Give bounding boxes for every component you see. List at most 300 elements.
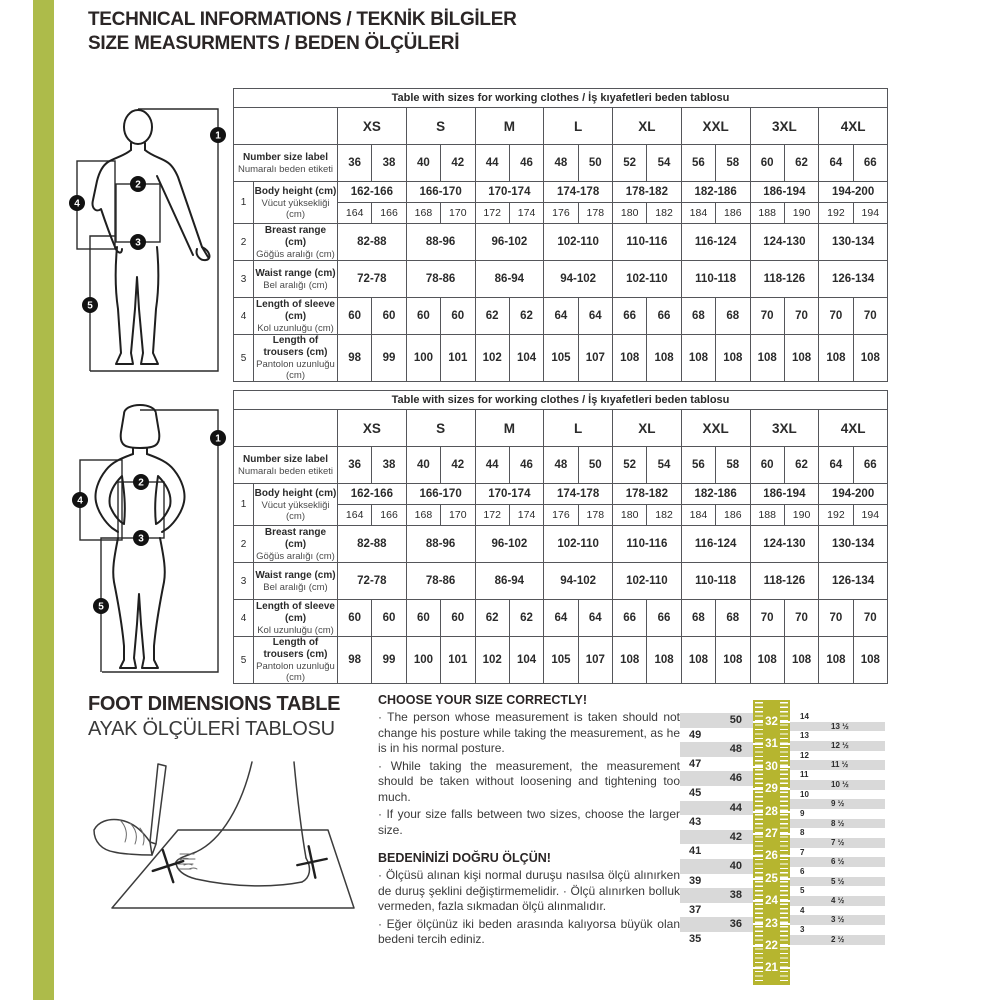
height-value: 168 <box>406 203 440 224</box>
measure-value: 60 <box>338 298 372 335</box>
range-value: 86-94 <box>475 563 544 600</box>
svg-text:5: 5 <box>98 601 104 613</box>
instructions-heading-en: CHOOSE YOUR SIZE CORRECTLY! <box>378 693 588 707</box>
instruction-bullet: · The person whose measurement is taken should not change his posture while taking the measurement, as he is in his normal posture. <box>378 710 680 755</box>
height-value: 192 <box>819 505 853 526</box>
range-value: 162-166 <box>338 182 407 203</box>
row-number: 1 <box>234 484 254 526</box>
number-size-value: 54 <box>647 447 681 484</box>
range-value: 174-178 <box>544 182 613 203</box>
uk-us-size-row: 8 <box>800 828 805 838</box>
male-figure-diagram <box>60 97 238 385</box>
instructions-bullets-tr <box>378 868 680 948</box>
svg-text:2: 2 <box>135 179 141 191</box>
height-value: 166 <box>372 505 406 526</box>
instruction-bullet: · Eğer ölçünüz iki beden arasında kalıyorsa büyük olan bedeni tercih ediniz. <box>378 916 680 946</box>
measure-value: 108 <box>647 335 681 382</box>
range-value: 110-118 <box>681 563 750 600</box>
height-value: 170 <box>441 505 475 526</box>
eu-size-row: 38 <box>680 888 753 903</box>
title-line-2: SIZE MEASURMENTS / BEDEN ÖLÇÜLERİ <box>88 33 460 54</box>
measure-value: 108 <box>819 335 853 382</box>
measure-value: 108 <box>784 637 818 684</box>
size-column-header: L <box>544 108 613 145</box>
range-value: 126-134 <box>819 261 888 298</box>
ruler-cm-mark <box>753 737 790 751</box>
uk-us-size-row: 4 <box>800 905 805 915</box>
number-size-value: 52 <box>613 447 647 484</box>
female-figure-diagram <box>60 398 238 686</box>
row-label: Length of trousers (cm) Pantolon uzunluğu (cm) <box>254 335 338 382</box>
measure-value: 60 <box>441 298 475 335</box>
size-table <box>233 88 888 382</box>
number-size-value: 40 <box>406 145 440 182</box>
measure-value: 66 <box>647 600 681 637</box>
eu-size-row: 44 <box>680 801 753 816</box>
number-size-value: 66 <box>853 447 887 484</box>
measure-value: 105 <box>544 335 578 382</box>
number-size-label: Number size label Numaralı beden etiketi <box>234 145 338 182</box>
height-value: 186 <box>716 505 750 526</box>
measure-value: 100 <box>406 335 440 382</box>
marker-trousers <box>82 297 98 313</box>
size-column-header: S <box>406 410 475 447</box>
height-value: 164 <box>338 203 372 224</box>
svg-text:2: 2 <box>138 477 144 489</box>
cm-value: 31 <box>763 737 780 751</box>
uk-us-size-row: 10 ½ <box>790 780 885 790</box>
size-column-header: XS <box>338 108 407 145</box>
height-value: 174 <box>509 505 543 526</box>
cm-value: 22 <box>763 939 780 953</box>
measure-value: 108 <box>750 637 784 684</box>
size-column-header: S <box>406 108 475 145</box>
measure-value: 62 <box>475 600 509 637</box>
svg-text:4: 4 <box>77 495 83 507</box>
foot-section-title <box>88 692 340 742</box>
number-size-value: 46 <box>509 145 543 182</box>
measure-value: 68 <box>681 600 715 637</box>
measure-value: 108 <box>750 335 784 382</box>
height-value: 184 <box>681 203 715 224</box>
range-value: 166-170 <box>406 182 475 203</box>
measure-value: 62 <box>509 298 543 335</box>
ruler-cm-mark <box>753 805 790 819</box>
range-value: 96-102 <box>475 526 544 563</box>
range-value: 88-96 <box>406 224 475 261</box>
height-value: 178 <box>578 203 612 224</box>
measure-value: 99 <box>372 637 406 684</box>
height-value: 190 <box>784 203 818 224</box>
uk-us-size-row: 13 ½ <box>790 722 885 732</box>
number-size-value: 50 <box>578 447 612 484</box>
measure-value: 104 <box>509 637 543 684</box>
row-number: 3 <box>234 261 254 298</box>
range-value: 166-170 <box>406 484 475 505</box>
svg-text:3: 3 <box>135 237 141 249</box>
instruction-bullet: · If your size falls between two sizes, choose the larger size. <box>378 807 680 837</box>
measure-value: 66 <box>647 298 681 335</box>
range-value: 170-174 <box>475 182 544 203</box>
height-value: 174 <box>509 203 543 224</box>
height-value: 188 <box>750 505 784 526</box>
range-value: 126-134 <box>819 563 888 600</box>
measure-value: 107 <box>578 335 612 382</box>
row-number: 4 <box>234 600 254 637</box>
range-value: 88-96 <box>406 526 475 563</box>
measure-value: 70 <box>750 600 784 637</box>
eu-size-row: 45 <box>689 786 702 799</box>
number-size-value: 52 <box>613 145 647 182</box>
measure-value: 60 <box>372 298 406 335</box>
height-value: 182 <box>647 203 681 224</box>
uk-us-size-row: 13 <box>800 731 809 741</box>
eu-size-row: 48 <box>680 742 753 757</box>
uk-us-size-row: 6 <box>800 867 805 876</box>
number-size-label: Number size label Numaralı beden etiketi <box>234 447 338 484</box>
number-size-value: 38 <box>372 447 406 484</box>
number-size-value: 40 <box>406 447 440 484</box>
size-column-header: M <box>475 108 544 145</box>
height-value: 186 <box>716 203 750 224</box>
measure-value: 68 <box>716 600 750 637</box>
measure-value: 101 <box>441 335 475 382</box>
size-column-header: XL <box>613 108 682 145</box>
cm-value: 26 <box>763 849 780 863</box>
row-number: 5 <box>234 335 254 382</box>
height-value: 188 <box>750 203 784 224</box>
range-value: 186-194 <box>750 484 819 505</box>
measure-value: 60 <box>406 298 440 335</box>
measure-value: 108 <box>784 335 818 382</box>
size-table-women <box>233 390 889 684</box>
ruler-cm-mark <box>753 760 790 774</box>
uk-us-size-row: 3 ½ <box>790 915 885 925</box>
eu-size-row: 49 <box>689 728 702 741</box>
range-value: 194-200 <box>819 484 888 505</box>
range-value: 72-78 <box>338 563 407 600</box>
row-number: 2 <box>234 526 254 563</box>
measure-value: 108 <box>716 335 750 382</box>
number-size-value: 48 <box>544 447 578 484</box>
height-value: 166 <box>372 203 406 224</box>
sizing-instructions <box>378 693 680 950</box>
range-value: 116-124 <box>681 224 750 261</box>
measure-value: 107 <box>578 637 612 684</box>
uk-us-size-row: 7 ½ <box>790 838 885 848</box>
measure-value: 62 <box>509 600 543 637</box>
number-size-value: 44 <box>475 447 509 484</box>
range-value: 116-124 <box>681 526 750 563</box>
uk-us-size-row: 12 ½ <box>790 741 885 751</box>
measure-value: 108 <box>647 637 681 684</box>
marker-sleeve <box>69 195 85 211</box>
eu-size-column <box>680 713 753 947</box>
marker-breast <box>130 176 146 192</box>
measure-value: 99 <box>372 335 406 382</box>
cm-value: 24 <box>763 894 780 908</box>
size-column-header: 4XL <box>819 108 888 145</box>
number-size-value: 56 <box>681 447 715 484</box>
measure-value: 98 <box>338 637 372 684</box>
height-value: 180 <box>613 505 647 526</box>
size-column-header: XXL <box>681 410 750 447</box>
uk-us-size-row: 12 <box>800 750 809 760</box>
size-column-header: XL <box>613 410 682 447</box>
row-number: 3 <box>234 563 254 600</box>
svg-text:3: 3 <box>138 533 144 545</box>
range-value: 178-182 <box>613 182 682 203</box>
marker-waist <box>130 234 146 250</box>
row-label: Body height (cm) Vücut yüksekliği (cm) <box>254 484 338 526</box>
range-value: 78-86 <box>406 563 475 600</box>
eu-size-row: 50 <box>680 713 753 728</box>
foot-size-chart <box>680 700 885 988</box>
svg-text:4: 4 <box>74 198 80 210</box>
range-value: 110-116 <box>613 526 682 563</box>
row-label: Waist range (cm) Bel aralığı (cm) <box>254 563 338 600</box>
row-label: Length of sleeve (cm) Kol uzunluğu (cm) <box>254 600 338 637</box>
size-table-men <box>233 88 889 382</box>
eu-size-row: 43 <box>689 816 702 829</box>
measure-value: 66 <box>613 298 647 335</box>
range-value: 94-102 <box>544 261 613 298</box>
range-value: 130-134 <box>819 224 888 261</box>
range-value: 72-78 <box>338 261 407 298</box>
number-size-value: 42 <box>441 447 475 484</box>
height-value: 172 <box>475 505 509 526</box>
cm-value: 30 <box>763 760 780 774</box>
corner-cell <box>234 108 338 145</box>
range-value: 178-182 <box>613 484 682 505</box>
number-size-value: 60 <box>750 145 784 182</box>
row-label: Length of sleeve (cm) Kol uzunluğu (cm) <box>254 298 338 335</box>
measure-value: 64 <box>544 298 578 335</box>
uk-us-size-row: 6 ½ <box>790 857 885 867</box>
range-value: 86-94 <box>475 261 544 298</box>
measure-value: 62 <box>475 298 509 335</box>
uk-us-size-row: 7 <box>800 847 805 857</box>
measure-value: 70 <box>853 298 887 335</box>
measure-value: 108 <box>681 335 715 382</box>
eu-size-row: 36 <box>680 917 753 932</box>
measure-value: 105 <box>544 637 578 684</box>
table-caption: Table with sizes for working clothes / İş kıyafetleri beden tablosu <box>234 391 888 410</box>
size-column-header: M <box>475 410 544 447</box>
measure-value: 102 <box>475 637 509 684</box>
eu-size-row: 46 <box>680 771 753 786</box>
height-value: 170 <box>441 203 475 224</box>
corner-cell <box>234 410 338 447</box>
range-value: 124-130 <box>750 224 819 261</box>
measure-value: 108 <box>613 637 647 684</box>
measure-value: 68 <box>681 298 715 335</box>
eu-size-row: 35 <box>689 932 702 945</box>
row-label: Length of trousers (cm) Pantolon uzunluğu (cm) <box>254 637 338 684</box>
row-label: Body height (cm) Vücut yüksekliği (cm) <box>254 182 338 224</box>
height-value: 194 <box>853 203 887 224</box>
range-value: 96-102 <box>475 224 544 261</box>
measure-value: 64 <box>578 600 612 637</box>
number-size-value: 64 <box>819 447 853 484</box>
size-column-header: 4XL <box>819 410 888 447</box>
measure-value: 60 <box>406 600 440 637</box>
measure-value: 70 <box>784 600 818 637</box>
ruler-cm-mark <box>753 961 790 975</box>
eu-size-row: 40 <box>680 859 753 874</box>
uk-us-size-row: 5 <box>800 886 805 896</box>
height-value: 190 <box>784 505 818 526</box>
eu-size-row: 39 <box>689 874 702 887</box>
measure-value: 70 <box>853 600 887 637</box>
range-value: 94-102 <box>544 563 613 600</box>
row-number: 2 <box>234 224 254 261</box>
ruler-cm-mark <box>753 715 790 729</box>
number-size-value: 58 <box>716 447 750 484</box>
uk-us-size-row: 3 <box>800 925 805 935</box>
range-value: 82-88 <box>338 224 407 261</box>
measure-value: 64 <box>578 298 612 335</box>
number-size-value: 60 <box>750 447 784 484</box>
height-value: 164 <box>338 505 372 526</box>
measure-value: 100 <box>406 637 440 684</box>
range-value: 110-116 <box>613 224 682 261</box>
eu-size-row: 37 <box>689 903 702 916</box>
range-value: 124-130 <box>750 526 819 563</box>
measure-value: 102 <box>475 335 509 382</box>
measure-value: 101 <box>441 637 475 684</box>
row-number: 5 <box>234 637 254 684</box>
measure-value: 108 <box>853 335 887 382</box>
uk-us-size-row: 5 ½ <box>790 877 885 887</box>
marker-body-height <box>210 430 226 446</box>
row-number: 1 <box>234 182 254 224</box>
measure-value: 70 <box>784 298 818 335</box>
range-value: 102-110 <box>544 526 613 563</box>
uk-us-size-row: 11 ½ <box>790 760 885 770</box>
page-title <box>88 8 517 56</box>
number-size-value: 54 <box>647 145 681 182</box>
cm-value: 21 <box>763 961 780 975</box>
uk-us-size-row: 8 ½ <box>790 819 885 829</box>
height-value: 178 <box>578 505 612 526</box>
uk-us-size-row: 9 ½ <box>790 799 885 809</box>
number-size-value: 66 <box>853 145 887 182</box>
number-size-value: 64 <box>819 145 853 182</box>
number-size-value: 62 <box>784 145 818 182</box>
cm-value: 32 <box>763 715 780 729</box>
measure-value: 68 <box>716 298 750 335</box>
number-size-value: 44 <box>475 145 509 182</box>
size-column-header: 3XL <box>750 108 819 145</box>
svg-text:1: 1 <box>215 433 221 445</box>
height-value: 176 <box>544 203 578 224</box>
number-size-value: 62 <box>784 447 818 484</box>
measure-value: 108 <box>819 637 853 684</box>
range-value: 186-194 <box>750 182 819 203</box>
cm-value: 28 <box>763 805 780 819</box>
cm-value: 29 <box>763 782 780 796</box>
measure-value: 70 <box>819 600 853 637</box>
uk-us-size-row: 2 ½ <box>790 935 885 945</box>
range-value: 174-178 <box>544 484 613 505</box>
number-size-value: 56 <box>681 145 715 182</box>
measure-value: 70 <box>819 298 853 335</box>
uk-us-size-row: 11 <box>800 770 809 780</box>
number-size-value: 36 <box>338 145 372 182</box>
ruler-cm-mark <box>753 827 790 841</box>
measure-value: 64 <box>544 600 578 637</box>
height-value: 194 <box>853 505 887 526</box>
instructions-heading-tr: BEDENİNİZİ DOĞRU ÖLÇÜN! <box>378 851 551 865</box>
marker-sleeve <box>72 492 88 508</box>
ruler-cm-mark <box>753 894 790 908</box>
number-size-value: 36 <box>338 447 372 484</box>
instructions-bullets-en <box>378 710 680 838</box>
measure-value: 108 <box>716 637 750 684</box>
height-value: 182 <box>647 505 681 526</box>
size-column-header: L <box>544 410 613 447</box>
range-value: 110-118 <box>681 261 750 298</box>
range-value: 118-126 <box>750 261 819 298</box>
number-size-value: 46 <box>509 447 543 484</box>
instruction-bullet: · While taking the measurement, the measurement should be taken without loosening and tightening too much. <box>378 758 680 804</box>
instruction-bullet: · Ölçüsü alınan kişi normal duruşu nasılsa ölçü alınırken de duruş şeklini değiştirmemelidir. · Ölçü alınırken bolluk vermeden, fazla sıkmadan ölçü alınmalıdır. <box>378 868 680 913</box>
uk-us-size-row: 9 <box>800 808 805 818</box>
eu-size-row: 42 <box>680 830 753 845</box>
uk-us-size-row: 10 <box>800 789 809 799</box>
ruler-cm-mark <box>753 872 790 886</box>
eu-size-row: 47 <box>689 757 702 770</box>
cm-value: 25 <box>763 872 780 886</box>
ruler-cm-mark <box>753 782 790 796</box>
table-caption: Table with sizes for working clothes / İş kıyafetleri beden tablosu <box>234 89 888 108</box>
row-number: 4 <box>234 298 254 335</box>
row-label: Waist range (cm) Bel aralığı (cm) <box>254 261 338 298</box>
ruler-cm-mark <box>753 939 790 953</box>
range-value: 102-110 <box>544 224 613 261</box>
size-table <box>233 390 888 684</box>
range-value: 182-186 <box>681 484 750 505</box>
measure-value: 108 <box>853 637 887 684</box>
measure-value: 60 <box>441 600 475 637</box>
size-column-header: XXL <box>681 108 750 145</box>
cm-value: 23 <box>763 917 780 931</box>
title-line-1: TECHNICAL INFORMATIONS / TEKNİK BİLGİLER <box>88 9 517 30</box>
left-accent-bar <box>33 0 54 1000</box>
measure-value: 60 <box>372 600 406 637</box>
number-size-value: 48 <box>544 145 578 182</box>
foot-title-tr: AYAK ÖLÇÜLERİ TABLOSU <box>88 718 335 740</box>
measure-value: 104 <box>509 335 543 382</box>
marker-waist <box>133 530 149 546</box>
range-value: 130-134 <box>819 526 888 563</box>
uk-us-size-row: 4 ½ <box>790 896 885 906</box>
range-value: 102-110 <box>613 563 682 600</box>
eu-size-row: 41 <box>689 845 702 858</box>
foot-title-en: FOOT DIMENSIONS TABLE <box>88 693 341 715</box>
ruler-cm-mark <box>753 849 790 863</box>
svg-text:1: 1 <box>215 130 221 142</box>
uk-us-size-column <box>790 712 885 945</box>
height-value: 168 <box>406 505 440 526</box>
height-value: 176 <box>544 505 578 526</box>
height-value: 192 <box>819 203 853 224</box>
height-value: 172 <box>475 203 509 224</box>
measure-value: 60 <box>338 600 372 637</box>
row-label: Breast range (cm) Göğüs aralığı (cm) <box>254 526 338 563</box>
height-value: 180 <box>613 203 647 224</box>
